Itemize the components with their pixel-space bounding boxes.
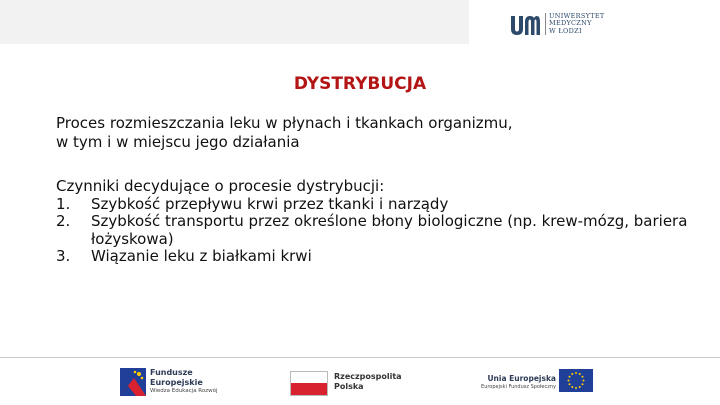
logo-divider <box>545 13 546 35</box>
list-item-text: Szybkość transportu przez określone błony biologiczne (np. krew-mózg, bariera łożyskowa) <box>91 212 688 248</box>
ue-title: Unia Europejska <box>487 374 556 383</box>
factors-list <box>56 196 711 266</box>
poland-flag-icon <box>290 371 328 396</box>
pl-line: Polska <box>334 382 364 391</box>
list-number: 2. <box>56 212 71 230</box>
list-number: 3. <box>56 247 71 265</box>
ue-subtitle: Europejski Fundusz Społeczny <box>481 384 556 390</box>
fe-line: Fundusze <box>150 368 193 377</box>
list-item <box>56 213 711 248</box>
list-number: 1. <box>56 194 71 213</box>
footer-divider <box>0 357 720 358</box>
university-name-line: UNIWERSYTET <box>549 12 605 20</box>
fundusze-europejskie-text <box>150 368 218 397</box>
paragraph-line: Proces rozmieszczania leku w płynach i tkankach organizmu, <box>56 114 513 132</box>
list-item <box>56 196 711 214</box>
university-name <box>549 13 605 35</box>
university-name-line: W ŁODZI <box>549 26 582 35</box>
fe-subtitle: Wiedza Edukacja Rozwój <box>150 388 218 394</box>
pl-line: Rzeczpospolita <box>334 372 402 381</box>
unia-europejska-text <box>474 374 556 392</box>
paragraph-line: w tym i w miejscu jego działania <box>56 133 300 151</box>
um-logo-icon <box>509 12 541 38</box>
factors-intro: Czynniki decydujące o procesie dystrybucji: <box>56 177 385 195</box>
slide-title: DYSTRYBUCJA <box>293 74 427 94</box>
list-item-text: Szybkość przepływu krwi przez tkanki i narządy <box>91 194 449 213</box>
university-name-line: MEDYCZNY <box>549 19 592 28</box>
list-item <box>56 248 711 266</box>
definition-paragraph <box>56 114 513 152</box>
rzeczpospolita-polska-text <box>334 372 402 392</box>
eu-flag-icon <box>559 369 593 392</box>
factors-section <box>56 178 711 266</box>
fe-line: Europejskie <box>150 377 203 387</box>
list-item-text: Wiązanie leku z białkami krwi <box>91 247 312 265</box>
